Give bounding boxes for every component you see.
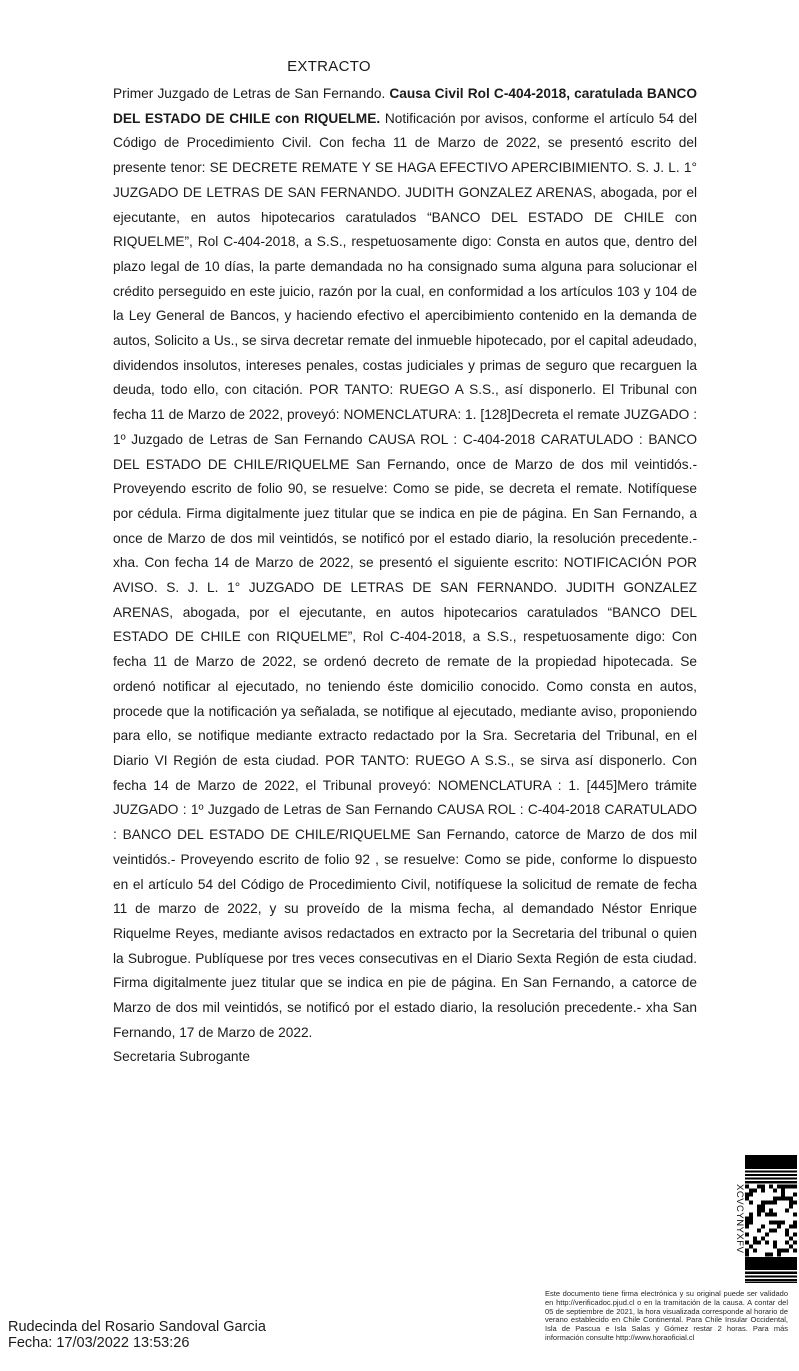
body-main-text: Notificación por avisos, conforme el artículo 54 del Código de Procedimiento Civil. Con fecha 11 de Marzo de 2022, se presentó escrito del presente tenor: SE DECRETE REMATE Y SE HAGA EFECTIVO APERCIBIMIENTO. S. J. L. 1° JUZGADO DE LETRAS DE SAN FERNANDO. JUDITH GONZALEZ ARENAS, abogada, por el ejecutante, en autos hipotecarios caratulados “BANCO DEL ESTADO DE CHILE con RIQUELME”, Rol C-404-2018, a S.S., respetuosamente digo: Consta en autos que, dentro del plazo legal de 10 días, la parte demandada no ha consignado suma alguna para solucionar el crédito perseguido en este juicio, razón por la cual, en conformidad a los artículos 103 y 104 de la Ley General de Bancos, y haciendo efectivo el apercibimiento contenido en la demanda de autos, Solicito a Us., se sirva decretar remate del inmueble hipotecado, por el capital adeudado, dividendos insolutos, intereses penales, costas judiciales y primas de seguro que recarguen la deuda, todo ello, con citación. POR TANTO: RUEGO A S.S., así disponerlo. El Tribunal con fecha 11 de Marzo de 2022, proveyó: NOMENCLATURA: 1. [128]Decreta el remate JUZGADO : 1º Juzgado de Letras de San Fernando CAUSA ROL : C-404-2018 CARATULADO : BANCO DEL ESTADO DE CHILE/RIQUELME San Fernando, once de Marzo de dos mil veintidós.- Proveyendo escrito de folio 90, se resuelve: Como se pide, se decreta el remate. Notifíquese por cédula. Firma digitalmente juez titular que se indica en pie de página. En San Fernando, a once de Marzo de dos mil veintidós, se notificó por el estado diario, la resolución precedente.- xha. Con fecha 14 de Marzo de 2022, se presentó el siguiente escrito: NOTIFICACIÓN POR AVISO. S. J. L. 1° JUZGADO DE LETRAS DE SAN FERNANDO. JUDITH GONZALEZ ARENAS, abogada, por el ejecutante, en autos hipotecarios caratulados “BANCO DEL ESTADO DE CHILE con RIQUELME”, Rol C-404-2018, a S.S., respetuosamente digo: Con fecha 11 de Marzo de 2022, se ordenó decreto de remate de la propiedad hipotecada. Se ordenó notificar al ejecutado, no teniendo éste domicilio conocido. Como consta en autos, procede que la notificación ya señalada, se notifique al ejecutado, mediante aviso, proponiendo para ello, se notifique mediante extracto redactado por la Sra. Secretaria del Tribunal, en el Diario VI Región de esta ciudad. POR TANTO: RUEGO A S.S., se sirva así disponerlo. Con fecha 14 de Marzo de 2022, el Tribunal proveyó: NOMENCLATURA : 1. [445]Mero trámite JUZGADO : 1º Juzgado de Letras de San Fernando CAUSA ROL : C-404-2018 CARATULADO : BANCO DEL ESTADO DE CHILE/RIQUELME San Fernando, catorce de Marzo de dos mil veintidós.- Proveyendo escrito de folio 92 , se resuelve: Como se pide, conforme lo dispuesto en el artículo 54 del Código de Procedimiento Civil, notifíquese la solicitud de remate de fecha 11 de marzo de 2022, y su proveído de la misma fecha, al demandado Néstor Enrique Riquelme Reyes, mediante avisos redactados en extracto por la Secretaria del tribunal o quien la Subrogue. Publíquese por tres veces consecutivas en el Diario Sexta Región de esta ciudad. Firma digitalmente juez titular que se indica en pie de página. En San Fernando, a catorce de Marzo de dos mil veintidós, se notificó por el estado diario, la resolución precedente.- xha San Fernando, 17 de Marzo de 2022. bbox=[113, 110, 698, 1040]
signature-date: Fecha: 17/03/2022 13:53:26 bbox=[8, 1334, 190, 1351]
body-lead-bold: Causa Civil Rol C-404-2018, caratulada BANCO DEL ESTADO DE CHILE con RIQUELME. bbox=[113, 86, 698, 126]
body-lead: Primer Juzgado de Letras de San Fernando. bbox=[113, 86, 390, 101]
signature-block bbox=[8, 1320, 266, 1351]
signer-name: Rudecinda del Rosario Sandoval Garcia bbox=[8, 1319, 266, 1335]
closing-line: Secretaria Subrogante bbox=[113, 1049, 250, 1065]
verification-note: Este documento tiene firma electrónica y su original puede ser validado en http://verificadoc.pjud.cl o en la tramitación de la causa. A contar del 05 de septiembre de 2021, la hora visualizada corresponde al horario de verano establecido en Chile Continental. Para Chile Insular Occidental, Isla de Pascua e Isla Salas y Gómez restar 2 horas. Para más información consulte http://www.horaoficial.cl bbox=[545, 1289, 788, 1342]
body-paragraph bbox=[113, 82, 697, 1045]
qr-barcode-icon bbox=[745, 1155, 797, 1283]
document-title: EXTRACTO bbox=[287, 58, 371, 75]
document-body bbox=[113, 82, 697, 1070]
verification-code: XCVCYNYXFV bbox=[734, 1184, 745, 1254]
